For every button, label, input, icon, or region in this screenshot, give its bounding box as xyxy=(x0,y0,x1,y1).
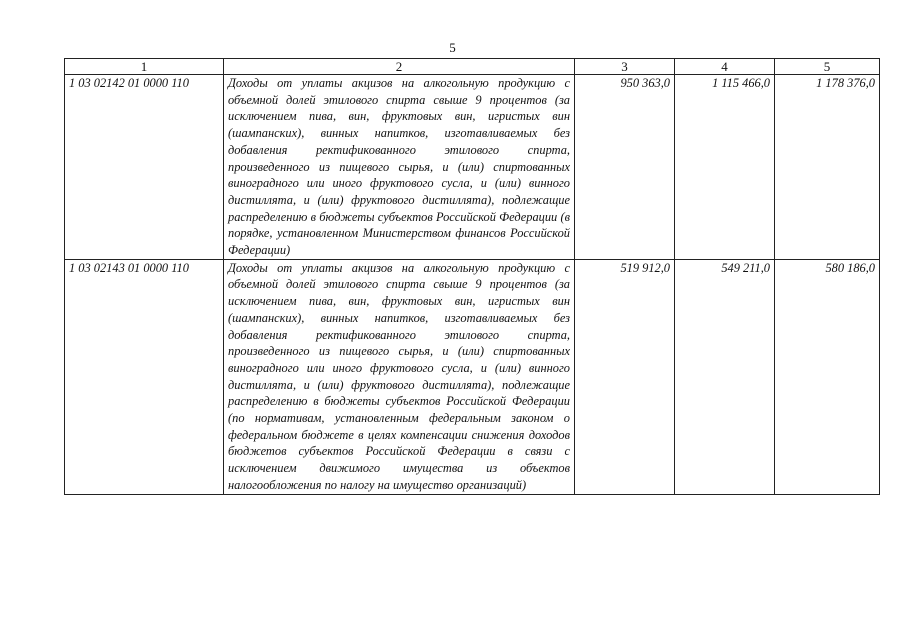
row-value-col5: 1 178 376,0 xyxy=(775,75,880,260)
row-value-col3: 950 363,0 xyxy=(575,75,675,260)
row-value-col5: 580 186,0 xyxy=(775,259,880,494)
header-col-1: 1 xyxy=(65,59,224,75)
header-col-3: 3 xyxy=(575,59,675,75)
header-col-5: 5 xyxy=(775,59,880,75)
row-value-col4: 549 211,0 xyxy=(675,259,775,494)
row-description: Доходы от уплаты акцизов на алкогольную продукцию с объемной долей этилового спирта свыше 9 процентов (за исключением пива, вин, фруктовых вин, игристых вин (шампанских), винных напитков, изготавливаемых без добавления ректификованного этилового спирта, произведенного из пищевого сырья, и (или) спиртованных виноградного или иного фруктового сусла, и (или) винного дистиллята, и (или) фруктового дистиллята), подлежащие распределению в бюджеты субъектов Российской Федерации (в порядке, установленном Министерством финансов Российской Федерации) xyxy=(224,75,575,260)
header-row xyxy=(65,59,880,75)
header-col-4: 4 xyxy=(675,59,775,75)
header-col-2: 2 xyxy=(224,59,575,75)
budget-table xyxy=(64,58,880,495)
row-description: Доходы от уплаты акцизов на алкогольную продукцию с объемной долей этилового спирта свыше 9 процентов (за исключением пива, вин, фруктовых вин, игристых вин (шампанских), винных напитков, изготавливаемых без добавления ректификованного этилового спирта, произведенного из пищевого сырья, и (или) спиртованных виноградного или иного фруктового сусла, и (или) винного дистиллята, и (или) фруктового дистиллята), подлежащие распределению в бюджеты субъектов Российской Федерации (по нормативам, установленным федеральным законом о федеральном бюджете в целях компенсации снижения доходов бюджетов субъектов Российской Федерации в связи с исключением движимого имущества из объектов налогообложения по налогу на имущество организаций) xyxy=(224,259,575,494)
row-code: 1 03 02142 01 0000 110 xyxy=(65,75,224,260)
row-code: 1 03 02143 01 0000 110 xyxy=(65,259,224,494)
row-value-col3: 519 912,0 xyxy=(575,259,675,494)
table-row xyxy=(65,259,880,494)
page-number: 5 xyxy=(449,40,456,55)
row-value-col4: 1 115 466,0 xyxy=(675,75,775,260)
table-row xyxy=(65,75,880,260)
